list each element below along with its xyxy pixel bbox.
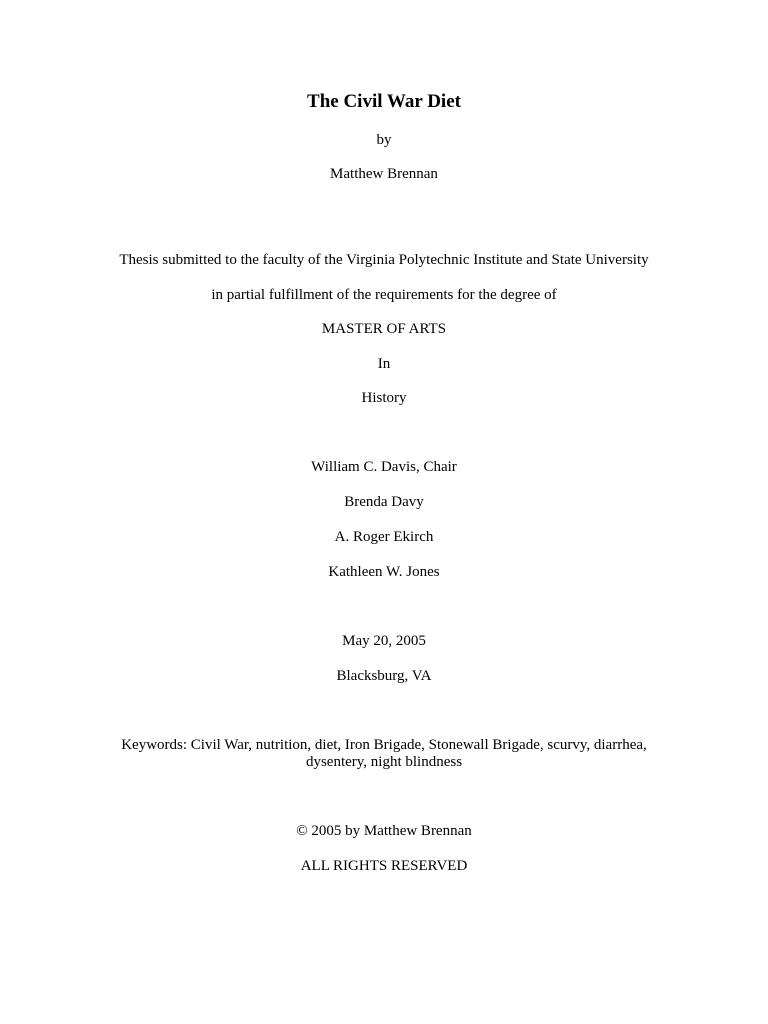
committee-chair: William C. Davis, Chair: [311, 459, 457, 475]
submission-date: May 20, 2005: [342, 633, 426, 649]
fulfillment-statement: in partial fulfillment of the requirements for the degree of: [211, 287, 557, 303]
submission-statement: Thesis submitted to the faculty of the Virginia Polytechnic Institute and State University: [119, 252, 649, 268]
in-label: In: [377, 356, 391, 372]
field-of-study: History: [361, 390, 407, 406]
copyright-notice: © 2005 by Matthew Brennan: [296, 823, 472, 839]
by-line: by: [376, 132, 392, 148]
document-title: The Civil War Diet: [307, 91, 461, 112]
rights-statement: ALL RIGHTS RESERVED: [300, 858, 468, 874]
location: Blacksburg, VA: [336, 668, 432, 684]
keywords: Keywords: Civil War, nutrition, diet, Iron Brigade, Stonewall Brigade, scurvy, diarrhea, dysentery, night blindness: [121, 737, 647, 770]
author-name: Matthew Brennan: [330, 166, 438, 182]
committee-member: Brenda Davy: [344, 494, 424, 510]
committee-member: A. Roger Ekirch: [334, 529, 434, 545]
degree-name: MASTER OF ARTS: [321, 321, 447, 337]
committee-member: Kathleen W. Jones: [328, 564, 440, 580]
